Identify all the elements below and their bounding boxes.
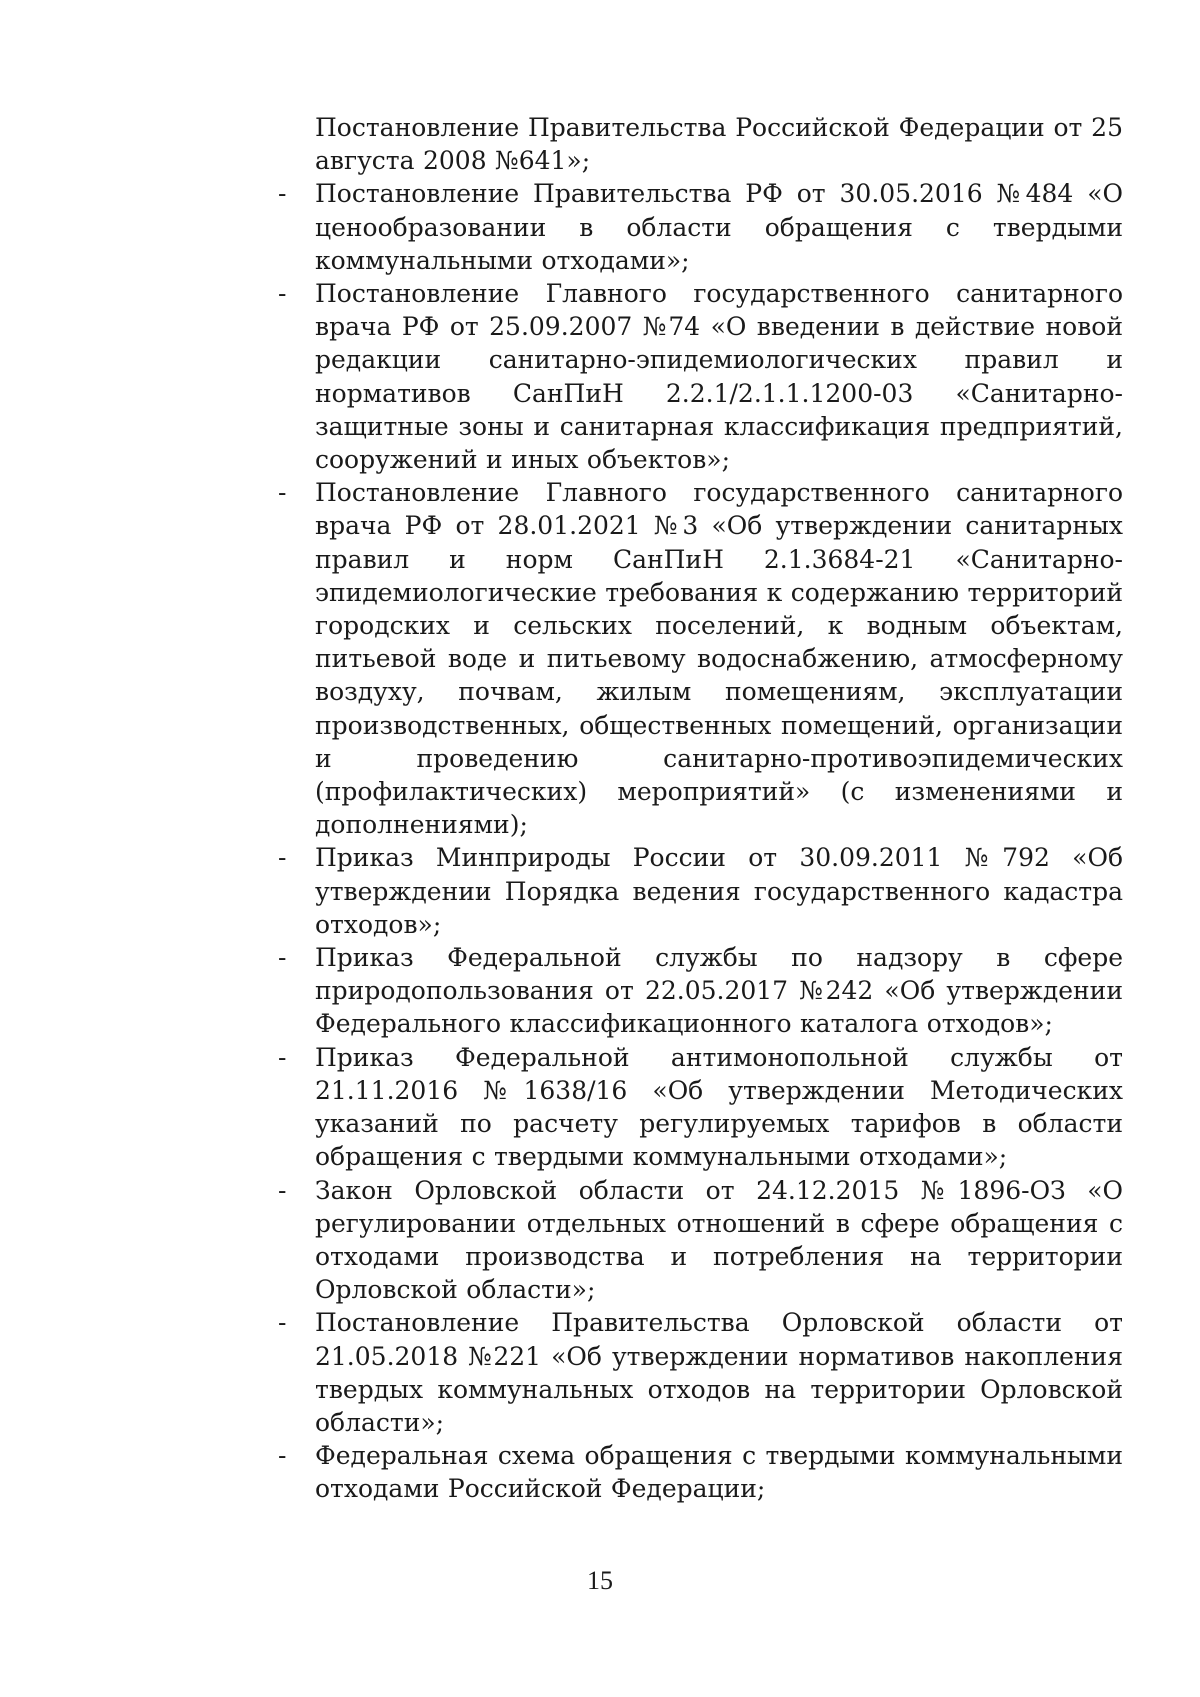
list-item-text: Закон Орловской области от 24.12.2015 №1896-ОЗ «О регулировании отдельных отношений в сфере обращения с отходами производства и потребления на территории Орловской области»;	[315, 1175, 1123, 1305]
list-item	[274, 1306, 1123, 1439]
list-bullet: -	[278, 179, 287, 209]
page-number: 15	[587, 1566, 613, 1595]
list-item	[274, 841, 1123, 941]
continuation-paragraph: Постановление Правительства Российской Федерации от 25 августа 2008 №641»;	[315, 113, 1123, 176]
list-item-text: Федеральная схема обращения с твердыми коммунальными отходами Российской Федерации;	[315, 1441, 1123, 1504]
list-item	[274, 177, 1123, 277]
list-item-text: Приказ Федеральной антимонопольной службы от 21.11.2016 №1638/16 «Об утверждении Методических указаний по расчету регулируемых тарифов в области обращения с твердыми коммунальными отходами»;	[315, 1042, 1123, 1172]
list-item-text: Приказ Минприроды России от 30.09.2011 №792 «Об утверждении Порядка ведения государственного кадастра отходов»;	[315, 843, 1123, 939]
list-item-text: Постановление Правительства Орловской области от 21.05.2018 №221 «Об утверждении нормативов накопления твердых коммунальных отходов на территории Орловской области»;	[315, 1308, 1123, 1437]
document-body	[274, 111, 1123, 1506]
list-item	[274, 277, 1123, 476]
list-item	[274, 941, 1123, 1041]
list-item	[274, 476, 1123, 841]
list-item	[274, 1439, 1123, 1505]
list-bullet: -	[278, 1308, 287, 1338]
regulations-list	[274, 177, 1123, 1505]
list-bullet: -	[278, 279, 287, 309]
list-item-text: Постановление Главного государственного санитарного врача РФ от 25.09.2007 №74 «О введении в действие новой редакции санитарно-эпидемиологических правил и нормативов СанПиН 2.2.1/2.1.1.1200-03 «Санитарно-защитные зоны и санитарная классификация предприятий, сооружений и иных объектов»;	[315, 279, 1123, 475]
list-bullet: -	[278, 943, 287, 973]
list-item-text: Постановление Главного государственного санитарного врача РФ от 28.01.2021 №3 «Об утверждении санитарных правил и норм СанПиН 2.1.3684-21 «Санитарно-эпидемиологические требования к содержанию территорий городских и сельских поселений, к водным объектам, питьевой воде и питьевому водоснабжению, атмосферному воздуху, почвам, жилым помещениям, эксплуатации производственных, общественных помещений, организации и проведению санитарно-противоэпидемических (профилактических) мероприятий» (с изменениями и дополнениями);	[315, 478, 1123, 840]
list-item	[274, 1041, 1123, 1174]
list-bullet: -	[278, 1441, 287, 1471]
list-item-text: Постановление Правительства РФ от 30.05.2016 №484 «О ценообразовании в области обращения с твердыми коммунальными отходами»;	[315, 179, 1123, 275]
list-item-text: Приказ Федеральной службы по надзору в сфере природопользования от 22.05.2017 №242 «Об утверждении Федерального классификационного каталога отходов»;	[315, 943, 1123, 1039]
list-item	[274, 1174, 1123, 1307]
list-bullet: -	[278, 1042, 287, 1072]
list-bullet: -	[278, 478, 287, 508]
list-bullet: -	[278, 1175, 287, 1205]
list-bullet: -	[278, 843, 287, 873]
